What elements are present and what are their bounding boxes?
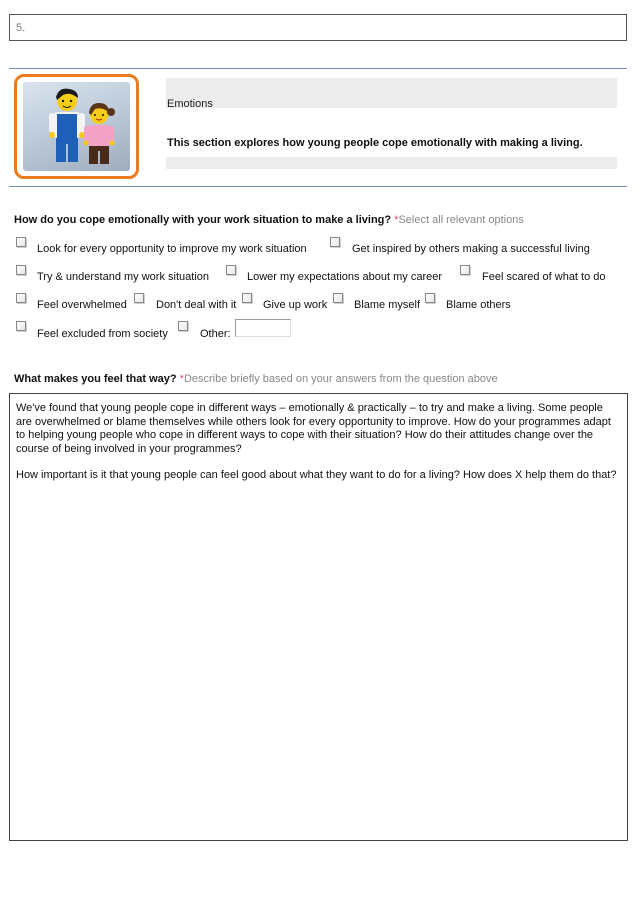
checkbox-lower-expectations[interactable] [226,265,236,275]
section-footer-band [166,157,617,169]
question-number: 5. [16,22,26,34]
checkbox-dont-deal[interactable] [134,293,144,303]
option-label: Feel overwhelmed [37,299,127,311]
question-2-title [14,373,498,385]
option-label: Don't deal with it [156,299,237,311]
checkbox-feel-scared[interactable] [460,265,470,275]
checkbox-look-for-opportunity[interactable] [16,237,26,247]
checkbox-blame-myself[interactable] [333,293,343,303]
section-label: Emotions [167,98,213,110]
option-label: Feel scared of what to do [482,271,606,283]
other-text-input[interactable] [235,319,291,337]
question-2-hint: Describe briefly based on your answers from the question above [183,373,498,385]
question-1-hint: Select all relevant options [398,214,524,226]
question-2-text: What makes you feel that way? [14,373,177,385]
checkbox-give-up-work[interactable] [242,293,252,303]
section-photo [14,74,139,179]
option-label: Lower my expectations about my career [247,271,443,283]
required-star: * [179,373,184,385]
option-label: Blame myself [354,299,421,311]
option-label: Other: [200,328,231,340]
question-1-text: How do you cope emotionally with your work situation to make a living? [14,214,392,226]
checkbox-try-understand[interactable] [16,265,26,275]
lego-figures-image [23,82,130,171]
answer-paragraph: We've found that young people cope in different ways – emotionally & practically – to try and make a living. Some people are overwhelmed or blame themselves while others look for every opportunity to improve. How do your programmes adapt to helping young people who cope in different ways to cope with their situation? How do their attitudes change over the course of being involved in your programmes? [16,402,611,455]
section-description: This section explores how young people cope emotionally with making a living. [167,137,583,149]
option-label: Get inspired by others making a successful living [352,243,590,255]
option-label: Give up work [263,299,328,311]
answer-textarea[interactable] [9,393,628,841]
checkbox-blame-others[interactable] [425,293,435,303]
checkbox-feel-excluded[interactable] [16,321,26,331]
checkbox-get-inspired[interactable] [330,237,340,247]
option-label: Try & understand my work situation [37,271,209,283]
section-divider-bottom [9,186,627,187]
option-label: Blame others [446,299,511,311]
checkbox-feel-overwhelmed[interactable] [16,293,26,303]
checkbox-other[interactable] [178,321,188,331]
section-label-band [166,78,617,108]
option-label: Look for every opportunity to improve my work situation [37,243,307,255]
option-label: Feel excluded from society [37,328,168,340]
question-1-title [14,214,524,226]
question-number-box [9,14,627,41]
required-star: * [394,214,399,226]
section-divider-top [9,68,627,69]
lego-figures-icon [23,82,130,171]
answer-paragraph: How important is it that young people can feel good about what they want to do for a living? How does X help them do that? [16,469,617,481]
